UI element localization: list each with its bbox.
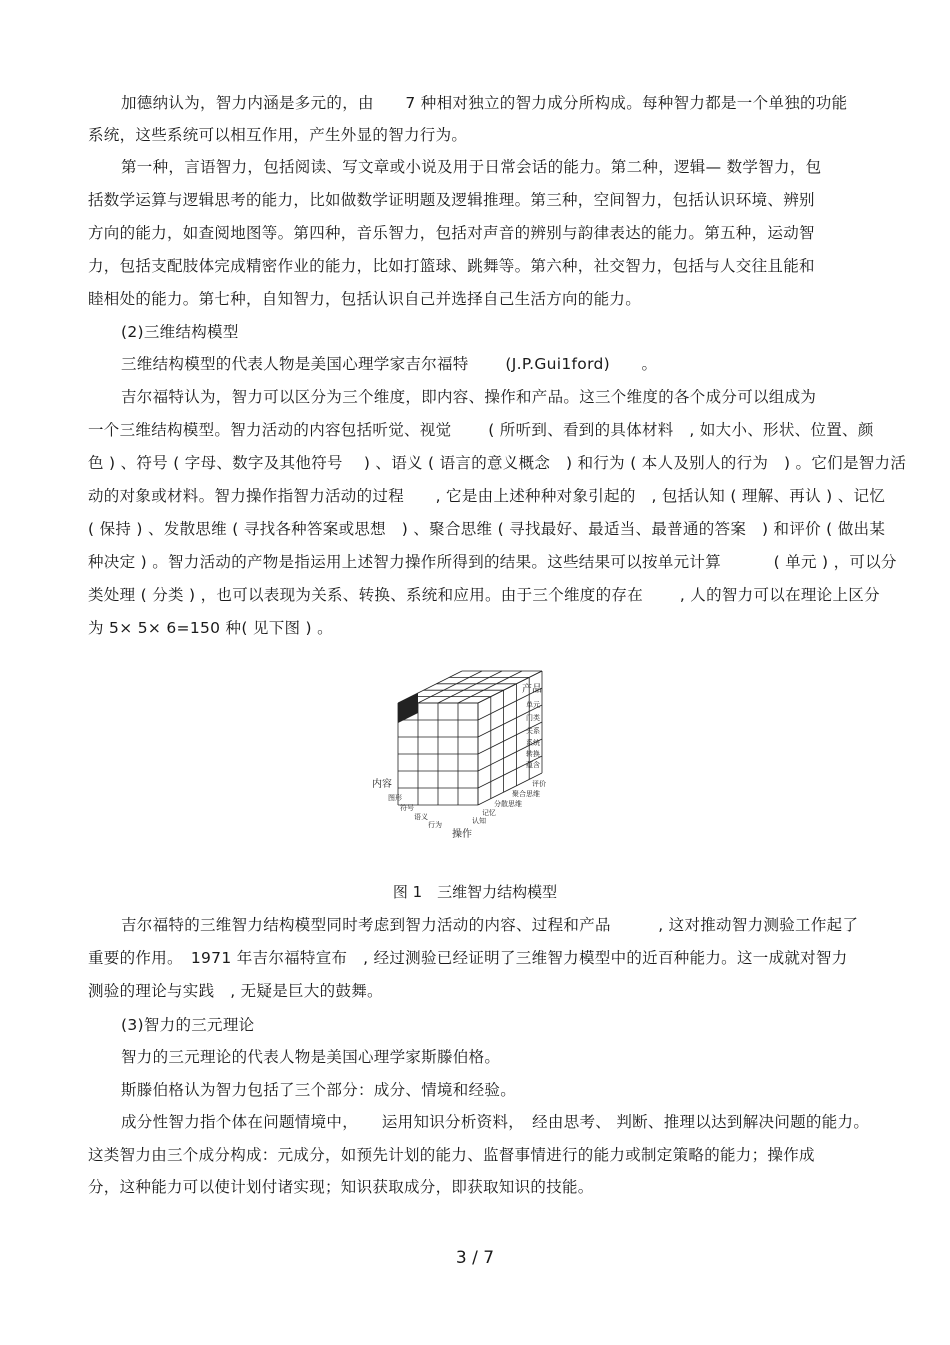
cube-diagram	[398, 671, 542, 805]
grid-line	[418, 671, 482, 703]
paragraph-line: 睦相处的能力。第七种，自知智力，包括认识自己并选择自己生活方向的能力。	[88, 290, 642, 308]
paragraph-line: 智力的三元理论的代表人物是美国心理学家斯滕伯格。	[121, 1048, 501, 1066]
grid-line	[438, 671, 502, 703]
product-item: 关系	[526, 727, 540, 735]
paragraph-line: 系统，这些系统可以相互作用，产生外显的智力行为。	[88, 126, 468, 144]
paragraph-line: ( 保持 ) 、发散思维 ( 寻找各种答案或思想 ) 、聚合思维 ( 寻找最好、最适当、最普通的答案 ) 和评价 ( 做出某	[88, 520, 886, 538]
content-item: 符号	[400, 804, 414, 812]
operation-item: 评价	[532, 780, 546, 788]
content-item: 语义	[414, 813, 428, 821]
highlight-cell	[398, 693, 418, 723]
product-item: 转换	[526, 750, 540, 758]
paragraph-line: 测验的理论与实践 , 无疑是巨大的鼓舞。	[88, 982, 383, 1000]
product-item: 门类	[526, 714, 540, 722]
paragraph-line: 斯滕伯格认为智力包括了三个部分：成分、情境和经验。	[121, 1081, 517, 1099]
product-axis-label: 产品	[522, 684, 542, 695]
grid-line	[458, 671, 522, 703]
paragraph-line: 三维结构模型的代表人物是美国心理学家吉尔福特 (J.P.Gui1ford) 。	[121, 355, 658, 373]
paragraph-line: 这类智力由三个成分构成：元成分，如预先计划的能力、监督事情进行的能力或制定策略的能力；操作成	[88, 1146, 815, 1164]
page-number: 3 / 7	[455, 1248, 495, 1268]
paragraph-line: 力，包括支配肢体完成精密作业的能力，比如打篮球、跳舞等。第六种，社交智力，包括与人交往且能和	[88, 257, 815, 275]
paragraph-line: 种决定 ) 。智力活动的产物是指运用上述智力操作所得到的结果。这些结果可以按单元计算 ( 单元 ) ，可以分	[88, 553, 897, 571]
content-axis-label: 内容	[372, 779, 392, 790]
operation-item: 记忆	[482, 809, 496, 817]
paragraph-line: 重要的作用。 1971 年吉尔福特宣布 , 经过测验已经证明了三维智力模型中的近百种能力。这一成就对智力	[88, 949, 848, 967]
paragraph-line: 为 5× 5× 6=150 种( 见下图 ) 。	[88, 619, 333, 637]
paragraph-line: 加德纳认为，智力内涵是多元的，由 7 种相对独立的智力成分所构成。每种智力都是一个单独的功能	[121, 94, 848, 112]
section-heading: (3)智力的三元理论	[121, 1016, 255, 1034]
paragraph-line: 吉尔福特认为，智力可以区分为三个维度，即内容、操作和产品。这三个维度的各个成分可以组成为	[121, 388, 817, 406]
content-item: 行为	[428, 821, 442, 829]
paragraph-line: 第一种，言语智力，包括阅读、写文章或小说及用于日常会话的能力。第二种，逻辑— 数学智力，包	[121, 158, 822, 176]
paragraph-line: 成分性智力指个体在问题情境中， 运用知识分析资料， 经由思考、 判断、推理以达到解决问题的能力。	[121, 1113, 870, 1131]
operation-axis-label: 操作	[452, 829, 472, 840]
paragraph-line: 一个三维结构模型。智力活动的内容包括听觉、视觉 ( 所听到、看到的具体材料 , 如大小、形状、位置、颜	[88, 421, 874, 439]
paragraph-line: 色 ) 、符号 ( 字母、数字及其他符号 ) 、语义 ( 语言的意义概念 ) 和行为 ( 本人及别人的行为 ) 。它们是智力活	[88, 454, 907, 472]
product-item: 系统	[526, 739, 540, 747]
paragraph-line: 吉尔福特的三维智力结构模型同时考虑到智力活动的内容、过程和产品 , 这对推动智力测验工作起了	[121, 916, 859, 934]
operation-item: 聚合思维	[512, 790, 540, 798]
content-item: 图形	[388, 794, 402, 802]
section-heading: (2)三维结构模型	[121, 323, 239, 341]
operation-item: 分散思维	[494, 800, 522, 808]
figure-caption: 图 1 三维智力结构模型	[392, 883, 558, 901]
paragraph-line: 方向的能力，如查阅地图等。第四种，音乐智力，包括对声音的辨别与韵律表达的能力。第五种，运动智	[88, 224, 815, 242]
paragraph-line: 动的对象或材料。智力操作指智力活动的过程 , 它是由上述种种对象引起的 , 包括认知 ( 理解、再认 ) 、记忆	[88, 487, 886, 505]
product-item: 蕴含	[526, 761, 540, 769]
paragraph-line: 类处理 ( 分类 ) ，也可以表现为关系、转换、系统和应用。由于三个维度的存在 , 人的智力可以在理论上区分	[88, 586, 880, 604]
three-dimensional-structure-figure	[360, 665, 570, 845]
operation-item: 认知	[472, 817, 486, 825]
paragraph-line: 括数学运算与逻辑思考的能力，比如做数学证明题及逻辑推理。第三种，空间智力，包括认识环境、辨别	[88, 191, 815, 209]
product-item: 单元	[526, 701, 540, 709]
paragraph-line: 分，这种能力可以使计划付诸实现；知识获取成分，即获取知识的技能。	[88, 1178, 594, 1196]
